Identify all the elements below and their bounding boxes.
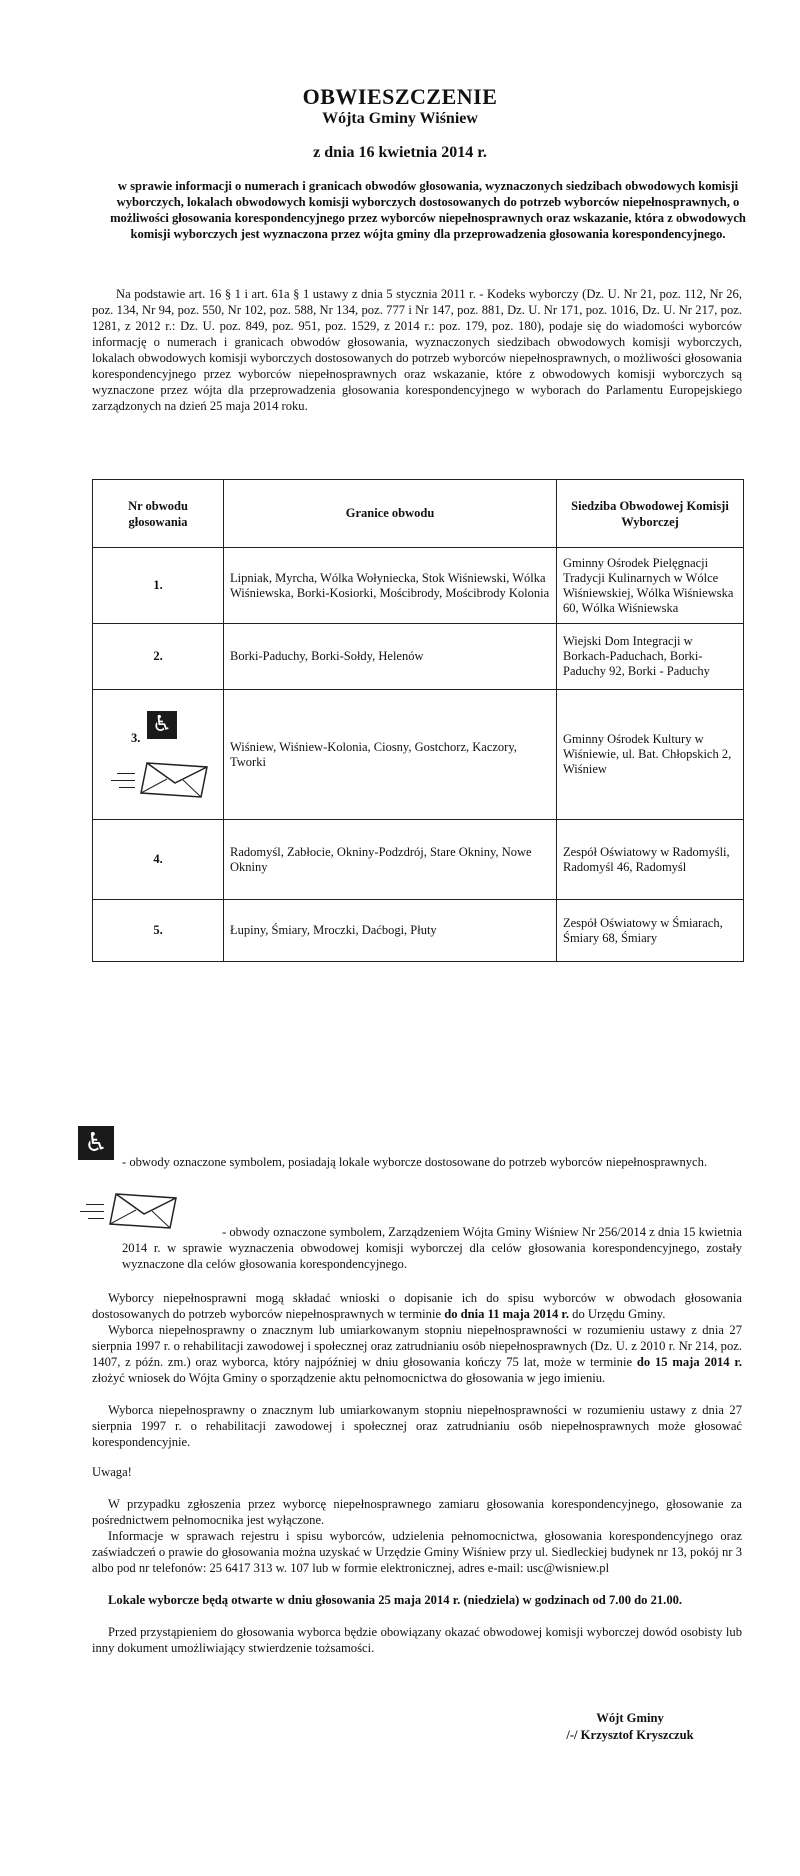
document-issuer: Wójta Gminy Wiśniew [322,110,478,127]
document-date: z dnia 16 kwietnia 2014 r. [313,144,487,161]
row-granice: Radomyśl, Zabłocie, Okniny-Podzdrój, Stare Okniny, Nowe Okniny [224,820,557,900]
paragraph-text: Lokale wyborcze będą otwarte w dniu głosowania 25 maja 2014 r. (niedziela) w godzinach od 7.00 do 21.00. [108,1593,683,1607]
row-nr-with-icons [93,690,224,820]
paragraph-text: złożyć wniosek do Wójta Gminy o sporządzenie aktu pełnomocnictwa do głosowania w jego imieniu. [92,1371,606,1385]
table-row [93,900,744,962]
legend-postal-text: - obwody oznaczone symbolem, Zarządzeniem Wójta Gminy Wiśniew Nr 256/2014 z dnia 15 kwietnia 2014 r. w sprawie wyznaczenia obwodowej komisji wyborczej dla celów głosowania korespondencyjnego, zostały wyznaczone dla celów głosowania korespondencyjnego. [122,1225,742,1271]
row-granice: Wiśniew, Wiśniew-Kolonia, Ciosny, Gostchorz, Kaczory, Tworki [224,690,557,820]
table-row [93,548,744,624]
paragraph-text: Wyborca niepełnosprawny o znacznym lub umiarkowanym stopniu niepełnosprawności w rozumieniu ustawy z dnia 27 sierpnia 1997 r. o rehabilitacji zawodowej i społecznej oraz zatrudnianiu osób niepełnosprawnych (Dz. U. z 2010 r. Nr 214, poz. 1407, z późn. zm.) oraz wyborca, który najpóźniej w dniu głosowania kończy 75 lat, może w terminie [92,1323,742,1369]
header-granice: Granice obwodu [224,480,557,548]
paragraph-note: W przypadku zgłoszenia przez wyborcę niepełnosprawnego zamiaru głosowania korespondencyjnego, głosowanie za pośrednictwem pełnomocnika jest wyłączone. [92,1497,742,1527]
header-nr: Nr obwodu głosowania [93,480,224,548]
intro-paragraph: Na podstawie art. 16 § 1 i art. 61a § 1 ustawy z dnia 5 stycznia 2011 r. - Kodeks wyborczy (Dz. U. Nr 21, poz. 112, Nr 26, poz. 134, Nr 94, poz. 550, Nr 102, poz. 588, Nr 134, poz. 777 i Nr 147, poz. 881, Dz. U. Nr 171, poz. 1016, Dz. U. Nr 217, poz. 1281, z 2012 r.: Dz. U. poz. 849, poz. 951, poz. 1529, z 2014 r.: poz. 179, poz. 180), podaje się do wiadomości wyborców informację o numerach i granicach obwodów głosowania, wyznaczonych siedzibach obwodowych komisji wyborczych, lokalach obwodowych komisji wyborczych dostosowanych do potrzeb wyborców niepełnosprawnych, o możliwości głosowania korespondencyjnego przez wyborców niepełnosprawnych oraz wskazanie, które z obwodowych komisji wyborczych są wyznaczone przez wójta dla przeprowadzenia głosowania korespondencyjnego w wyborach do Parlamentu Europejskiego zarządzonych na dzień 25 maja 2014 roku. [92,287,742,413]
table-row [93,690,744,820]
signature-block [530,1710,730,1744]
paragraph-contact: Informacje w sprawach rejestru i spisu wyborców, udzielenia pełnomocnictwa, głosowania korespondencyjnego oraz zaświadczeń o prawie do głosowania można uzyskać w Urzędzie Gminy Wiśniew przy ul. Siedleckiej budynek nr 13, pokój nr 3 albo pod nr telefonów: 25 6417 313 w. 107 lub w formie elektronicznej, adres e-mail: usc@wisniew.pl [92,1529,742,1575]
paragraph-proxy [92,1322,742,1386]
wheelchair-icon: ♿ [78,1126,114,1160]
row-siedziba: Gminny Ośrodek Kultury w Wiśniewie, ul. Bat. Chłopskich 2, Wiśniew [557,690,744,820]
paragraph-registration [92,1290,742,1322]
legend-accessible: - obwody oznaczone symbolem, posiadają lokale wyborcze dostosowane do potrzeb wyborców niepełnosprawnych. [122,1155,708,1169]
row-siedziba: Gminny Ośrodek Pielęgnacji Tradycji Kulinarnych w Wólce Wiśniewskiej, Wólka Wiśniewska 60, Wólka Wiśniewska [557,548,744,624]
document-subject: w sprawie informacji o numerach i granicach obwodów głosowania, wyznaczonych siedzibach obwodowych komisji wyborczych, lokalach obwodowych komisji wyborczych dostosowanych do potrzeb wyborców niepełnosprawnych, o możliwości głosowania korespondencyjnego przez wyborców niepełnosprawnych oraz wskazanie, która z obwodowych komisji wyborczych jest wyznaczona przez wójta gminy dla przeprowadzenia głosowania korespondencyjnego. [110,179,746,241]
deadline-text: do dnia 11 maja 2014 r. [444,1307,569,1321]
paragraph-postal-voting: Wyborca niepełnosprawny o znacznym lub umiarkowanym stopniu niepełnosprawności w rozumieniu ustawy z dnia 27 sierpnia 1997 r. o rehabilitacji zawodowej i społecznej oraz zatrudnianiu osób niepełnosprawnych może głosować korespondencyjnie. [92,1403,742,1449]
signature-role: Wójt Gminy [596,1711,664,1725]
table-row [93,624,744,690]
row-granice: Lipniak, Myrcha, Wólka Wołyniecka, Stok Wiśniewski, Wólka Wiśniewska, Borki-Kosiorki, Mościbrody, Mościbrody Kolonia [224,548,557,624]
wheelchair-icon: ♿ [147,711,177,739]
paragraph-text: Wyborcy niepełnosprawni mogą składać wnioski o dopisanie ich do spisu wyborców w obwodach głosowania dostosowanych do potrzeb wyborców niepełnosprawnych w terminie [92,1291,742,1321]
legend-postal [122,1224,742,1272]
row-granice: Łupiny, Śmiary, Mroczki, Daćbogi, Płuty [224,900,557,962]
paragraph-text: do Urzędu Gminy. [569,1307,666,1321]
row-nr: 5. [93,900,224,962]
row-granice: Borki-Paduchy, Borki-Sołdy, Helenów [224,624,557,690]
row-siedziba: Zespół Oświatowy w Radomyśli, Radomyśl 46, Radomyśl [557,820,744,900]
header-siedziba: Siedziba Obwodowej Komisji Wyborczej [557,480,744,548]
row-siedziba: Wiejski Dom Integracji w Borkach-Paduchach, Borki-Paduchy 92, Borki - Paduchy [557,624,744,690]
districts-table [92,479,744,962]
row-nr: 4. [93,820,224,900]
row-nr: 3. [131,730,141,745]
note-heading: Uwaga! [92,1465,132,1479]
row-icons [93,707,223,803]
paragraph-id-requirement: Przed przystąpieniem do głosowania wyborca będzie obowiązany okazać obwodowej komisji wyborczej dowód osobisty lub inny dokument umożliwiający stwierdzenie tożsamości. [92,1625,742,1655]
row-nr: 1. [93,548,224,624]
paragraph-opening-hours [92,1592,742,1608]
table-header-row [93,480,744,548]
row-siedziba: Zespół Oświatowy w Śmiarach, Śmiary 68, Śmiary [557,900,744,962]
envelope-icon [109,761,213,801]
deadline-text: do 15 maja 2014 r. [636,1355,742,1369]
signature-name: /-/ Krzysztof Kryszczuk [566,1728,694,1742]
row-nr: 2. [93,624,224,690]
document-title: OBWIESZCZENIE [302,84,498,109]
table-row [93,820,744,900]
